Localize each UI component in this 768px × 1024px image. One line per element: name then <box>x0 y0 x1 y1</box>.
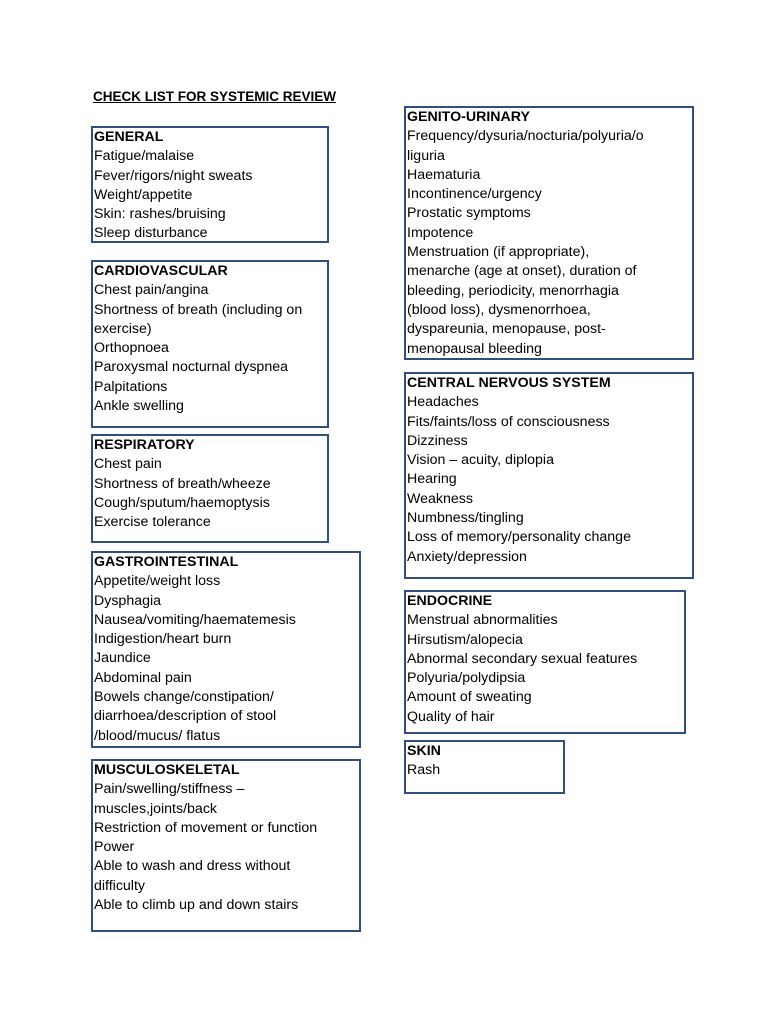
list-item: difficulty <box>94 877 145 894</box>
section-title: SKIN <box>407 743 441 759</box>
section-endocrine <box>404 590 686 734</box>
list-item: Fatigue/malaise <box>94 148 195 165</box>
section-title: GENITO-URINARY <box>407 109 530 125</box>
list-item: menarche (age at onset), duration of <box>407 263 637 280</box>
list-item: Nausea/vomiting/haematemesis <box>94 611 296 628</box>
list-item: exercise) <box>94 320 152 337</box>
list-item: Power <box>94 839 135 856</box>
section-general <box>91 126 329 243</box>
section-title: GASTROINTESTINAL <box>94 554 239 570</box>
list-item: Able to climb up and down stairs <box>94 897 299 914</box>
list-item: Prostatic symptoms <box>407 205 531 222</box>
list-item: Shortness of breath/wheeze <box>94 475 271 492</box>
section-title: CENTRAL NERVOUS SYSTEM <box>407 375 611 391</box>
list-item: Orthopnoea <box>94 340 169 357</box>
list-item: Dysphagia <box>94 592 162 609</box>
section-cns <box>404 372 694 579</box>
list-item: Quality of hair <box>407 708 495 725</box>
list-item: Chest pain/angina <box>94 282 209 299</box>
section-skin <box>404 740 565 794</box>
section-title: RESPIRATORY <box>94 437 195 453</box>
list-item: Anxiety/depression <box>407 548 527 565</box>
list-item: Skin: rashes/bruising <box>94 206 226 223</box>
list-item: Pain/swelling/stiffness – <box>94 781 245 798</box>
section-respiratory <box>91 434 329 543</box>
list-item: Paroxysmal nocturnal dyspnea <box>94 359 288 376</box>
list-item: Weight/appetite <box>94 186 193 203</box>
list-item: Appetite/weight loss <box>94 573 221 590</box>
list-item: Incontinence/urgency <box>407 186 542 203</box>
list-item: Rash <box>407 762 441 779</box>
page-title: CHECK LIST FOR SYSTEMIC REVIEW <box>93 89 337 104</box>
list-item: Abnormal secondary sexual features <box>407 650 638 667</box>
section-title: ENDOCRINE <box>407 593 493 609</box>
list-item: Vision – acuity, diplopia <box>407 452 554 469</box>
list-item: Frequency/dysuria/nocturia/polyuria/o <box>407 128 644 145</box>
list-item: Ankle swelling <box>94 398 184 415</box>
list-item: Shortness of breath (including on <box>94 301 303 318</box>
section-title: GENERAL <box>94 129 164 145</box>
list-item: Exercise tolerance <box>94 514 211 531</box>
section-musculoskeletal <box>91 759 361 932</box>
list-item: diarrhoea/description of stool <box>94 708 277 725</box>
list-item: Impotence <box>407 224 474 241</box>
list-item: Hirsutism/alopecia <box>407 631 523 648</box>
list-item: menopausal bleeding <box>407 340 542 357</box>
list-item: Bowels change/constipation/ <box>94 689 274 706</box>
list-item: Fits/faints/loss of consciousness <box>407 413 610 430</box>
list-item: Weakness <box>407 490 473 507</box>
list-item: Abdominal pain <box>94 669 192 686</box>
list-item: Sleep disturbance <box>94 225 208 242</box>
list-item: Loss of memory/personality change <box>407 529 631 546</box>
list-item: Menstruation (if appropriate), <box>407 244 590 261</box>
section-title: MUSCULOSKELETAL <box>94 762 240 778</box>
list-item: dyspareunia, menopause, post- <box>407 321 606 338</box>
list-item: Numbness/tingling <box>407 510 524 527</box>
list-item: Headaches <box>407 394 479 411</box>
list-item: Indigestion/heart burn <box>94 631 232 648</box>
section-genitourinary <box>404 106 694 360</box>
list-item: bleeding, periodicity, menorrhagia <box>407 282 619 299</box>
list-item: /blood/mucus/ flatus <box>94 727 221 744</box>
list-item: Able to wash and dress without <box>94 858 291 875</box>
list-item: Menstrual abnormalities <box>407 612 558 629</box>
section-title: CARDIOVASCULAR <box>94 263 228 279</box>
list-item: Hearing <box>407 471 457 488</box>
list-item: Palpitations <box>94 378 168 395</box>
list-item: liguria <box>407 147 445 164</box>
list-item: Jaundice <box>94 650 151 667</box>
list-item: Restriction of movement or function <box>94 819 318 836</box>
section-cardiovascular <box>91 260 329 428</box>
list-item: Dizziness <box>407 432 468 449</box>
section-gastrointestinal <box>91 551 361 748</box>
list-item: Haematuria <box>407 166 481 183</box>
list-item: Fever/rigors/night sweats <box>94 167 253 184</box>
list-item: (blood loss), dysmenorrhoea, <box>407 301 591 318</box>
list-item: muscles,joints/back <box>94 800 218 817</box>
list-item: Chest pain <box>94 456 162 473</box>
list-item: Polyuria/polydipsia <box>407 670 526 687</box>
list-item: Cough/sputum/haemoptysis <box>94 494 270 511</box>
list-item: Amount of sweating <box>407 689 532 706</box>
